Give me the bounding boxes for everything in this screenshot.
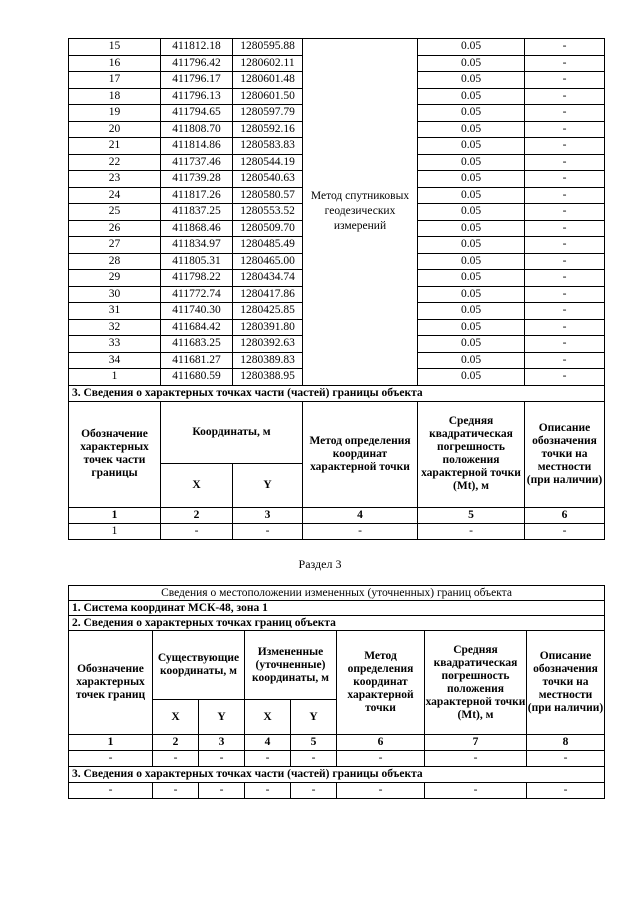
point-error: 0.05 — [418, 121, 525, 138]
point-number: 19 — [69, 105, 161, 122]
point-x: 411837.25 — [161, 204, 233, 221]
point-description: - — [525, 154, 605, 171]
point-error: 0.05 — [418, 171, 525, 188]
col-number: 3 — [199, 735, 245, 751]
header-error: Средняя квадратическая погрешность положения характерной точки (Mt), м — [425, 631, 527, 735]
point-y: 1280434.74 — [233, 270, 303, 287]
point-number: 16 — [69, 55, 161, 72]
cell: - — [337, 751, 425, 767]
point-description: - — [525, 369, 605, 386]
point-number: 21 — [69, 138, 161, 155]
point-number: 29 — [69, 270, 161, 287]
cell: - — [69, 751, 153, 767]
col-number: 5 — [418, 507, 525, 523]
point-error: 0.05 — [418, 138, 525, 155]
col-number: 7 — [425, 735, 527, 751]
points-body — [69, 39, 605, 386]
col-number: 4 — [245, 735, 291, 751]
point-y: 1280465.00 — [233, 253, 303, 270]
boundary-points-table — [68, 38, 605, 540]
point-x: 411834.97 — [161, 237, 233, 254]
point-error: 0.05 — [418, 55, 525, 72]
col-number: 6 — [525, 507, 605, 523]
header-x: X — [153, 700, 199, 735]
point-y: 1280601.50 — [233, 88, 303, 105]
cell: - — [153, 751, 199, 767]
point-error: 0.05 — [418, 72, 525, 89]
point-number: 25 — [69, 204, 161, 221]
col-number: 3 — [233, 507, 303, 523]
table-title: Сведения о местоположении измененных (уточненных) границ объекта — [69, 586, 605, 601]
cell: - — [161, 523, 233, 539]
point-x: 411683.25 — [161, 336, 233, 353]
method-cell: Метод спутниковых геодезических измерений — [303, 39, 418, 386]
header-x: X — [245, 700, 291, 735]
header-description: Описание обозначения точки на местности (при наличии) — [527, 631, 605, 735]
point-x: 411798.22 — [161, 270, 233, 287]
header-description: Описание обозначения точки на местности (при наличии) — [525, 401, 605, 507]
point-y: 1280417.86 — [233, 286, 303, 303]
point-y: 1280580.57 — [233, 187, 303, 204]
point-x: 411740.30 — [161, 303, 233, 320]
point-error: 0.05 — [418, 319, 525, 336]
point-y: 1280509.70 — [233, 220, 303, 237]
point-number: 30 — [69, 286, 161, 303]
col-number: 2 — [161, 507, 233, 523]
point-description: - — [525, 121, 605, 138]
point-y: 1280425.85 — [233, 303, 303, 320]
cell: - — [291, 783, 337, 799]
point-number: 17 — [69, 72, 161, 89]
point-error: 0.05 — [418, 352, 525, 369]
point-y: 1280602.11 — [233, 55, 303, 72]
cell: - — [291, 751, 337, 767]
points-heading: 2. Сведения о характерных точках границ объекта — [69, 616, 605, 631]
point-number: 32 — [69, 319, 161, 336]
point-description: - — [525, 187, 605, 204]
point-y: 1280583.83 — [233, 138, 303, 155]
point-y: 1280389.83 — [233, 352, 303, 369]
point-number: 15 — [69, 39, 161, 56]
col-number: 6 — [337, 735, 425, 751]
cell: - — [527, 751, 605, 767]
point-y: 1280388.95 — [233, 369, 303, 386]
col-number: 1 — [69, 507, 161, 523]
cell: - — [69, 783, 153, 799]
part-heading: 3. Сведения о характерных точках части (частей) границы объекта — [69, 767, 605, 783]
point-number: 28 — [69, 253, 161, 270]
coordinate-system: 1. Система координат МСК-48, зона 1 — [69, 601, 605, 616]
point-description: - — [525, 270, 605, 287]
point-description: - — [525, 105, 605, 122]
point-y: 1280595.88 — [233, 39, 303, 56]
point-x: 411684.42 — [161, 319, 233, 336]
point-description: - — [525, 352, 605, 369]
point-number: 18 — [69, 88, 161, 105]
cell: - — [303, 523, 418, 539]
point-number: 33 — [69, 336, 161, 353]
point-y: 1280392.63 — [233, 336, 303, 353]
table-row — [69, 783, 605, 799]
col-number: 1 — [69, 735, 153, 751]
point-x: 411739.28 — [161, 171, 233, 188]
header-y: Y — [233, 463, 303, 507]
point-number: 27 — [69, 237, 161, 254]
table-row — [69, 39, 605, 56]
changed-boundaries-table — [68, 585, 605, 799]
point-number: 20 — [69, 121, 161, 138]
column-numbers-row — [69, 507, 605, 523]
point-number: 23 — [69, 171, 161, 188]
point-y: 1280601.48 — [233, 72, 303, 89]
cell: 1 — [69, 523, 161, 539]
point-description: - — [525, 286, 605, 303]
point-y: 1280592.16 — [233, 121, 303, 138]
point-y: 1280485.49 — [233, 237, 303, 254]
header-y: Y — [291, 700, 337, 735]
cell: - — [245, 783, 291, 799]
point-description: - — [525, 237, 605, 254]
cell: - — [418, 523, 525, 539]
point-x: 411737.46 — [161, 154, 233, 171]
col-number: 4 — [303, 507, 418, 523]
col-number: 5 — [291, 735, 337, 751]
point-x: 411812.18 — [161, 39, 233, 56]
header-method: Метод определения координат характерной точки — [303, 401, 418, 507]
point-error: 0.05 — [418, 220, 525, 237]
header-designation: Обозначение характерных точек части границы — [69, 401, 161, 507]
point-x: 411796.17 — [161, 72, 233, 89]
point-y: 1280597.79 — [233, 105, 303, 122]
point-description: - — [525, 253, 605, 270]
col-number: 8 — [527, 735, 605, 751]
header-y: Y — [199, 700, 245, 735]
col-number: 2 — [153, 735, 199, 751]
point-x: 411796.42 — [161, 55, 233, 72]
point-y: 1280544.19 — [233, 154, 303, 171]
point-number: 22 — [69, 154, 161, 171]
point-x: 411796.13 — [161, 88, 233, 105]
point-description: - — [525, 72, 605, 89]
point-description: - — [525, 220, 605, 237]
point-number: 31 — [69, 303, 161, 320]
point-x: 411681.27 — [161, 352, 233, 369]
cell: - — [245, 751, 291, 767]
section-title: Раздел 3 — [298, 557, 342, 571]
point-error: 0.05 — [418, 154, 525, 171]
part-points-section — [69, 385, 605, 539]
point-error: 0.05 — [418, 88, 525, 105]
point-x: 411794.65 — [161, 105, 233, 122]
point-error: 0.05 — [418, 286, 525, 303]
point-x: 411772.74 — [161, 286, 233, 303]
point-number: 26 — [69, 220, 161, 237]
point-x: 411868.46 — [161, 220, 233, 237]
point-description: - — [525, 55, 605, 72]
header-changed: Измененные (уточненные) координаты, м — [245, 631, 337, 700]
point-x: 411817.26 — [161, 187, 233, 204]
point-error: 0.05 — [418, 270, 525, 287]
table-row — [69, 523, 605, 539]
point-x: 411808.70 — [161, 121, 233, 138]
point-description: - — [525, 171, 605, 188]
point-error: 0.05 — [418, 187, 525, 204]
point-error: 0.05 — [418, 237, 525, 254]
point-x: 411814.86 — [161, 138, 233, 155]
point-number: 34 — [69, 352, 161, 369]
point-error: 0.05 — [418, 39, 525, 56]
cell: - — [153, 783, 199, 799]
header-method: Метод определения координат характерной точки — [337, 631, 425, 735]
cell: - — [199, 751, 245, 767]
point-error: 0.05 — [418, 253, 525, 270]
cell: - — [199, 783, 245, 799]
point-error: 0.05 — [418, 105, 525, 122]
point-number: 1 — [69, 369, 161, 386]
header-x: X — [161, 463, 233, 507]
point-description: - — [525, 39, 605, 56]
part-heading: 3. Сведения о характерных точках части (частей) границы объекта — [69, 385, 605, 401]
point-y: 1280391.80 — [233, 319, 303, 336]
header-existing: Существующие координаты, м — [153, 631, 245, 700]
column-numbers-row — [69, 735, 605, 751]
cell: - — [425, 783, 527, 799]
cell: - — [425, 751, 527, 767]
header-error: Средняя квадратическая погрешность положения характерной точки (Mt), м — [418, 401, 525, 507]
cell: - — [525, 523, 605, 539]
cell: - — [337, 783, 425, 799]
point-description: - — [525, 319, 605, 336]
point-x: 411805.31 — [161, 253, 233, 270]
point-error: 0.05 — [418, 204, 525, 221]
cell: - — [233, 523, 303, 539]
point-error: 0.05 — [418, 303, 525, 320]
point-description: - — [525, 204, 605, 221]
cell: - — [527, 783, 605, 799]
point-x: 411680.59 — [161, 369, 233, 386]
point-error: 0.05 — [418, 336, 525, 353]
point-description: - — [525, 88, 605, 105]
header-designation: Обозначение характерных точек границ — [69, 631, 153, 735]
point-description: - — [525, 303, 605, 320]
point-description: - — [525, 138, 605, 155]
point-y: 1280540.63 — [233, 171, 303, 188]
point-description: - — [525, 336, 605, 353]
table-row — [69, 751, 605, 767]
point-number: 24 — [69, 187, 161, 204]
point-error: 0.05 — [418, 369, 525, 386]
header-coords: Координаты, м — [161, 401, 303, 463]
point-y: 1280553.52 — [233, 204, 303, 221]
